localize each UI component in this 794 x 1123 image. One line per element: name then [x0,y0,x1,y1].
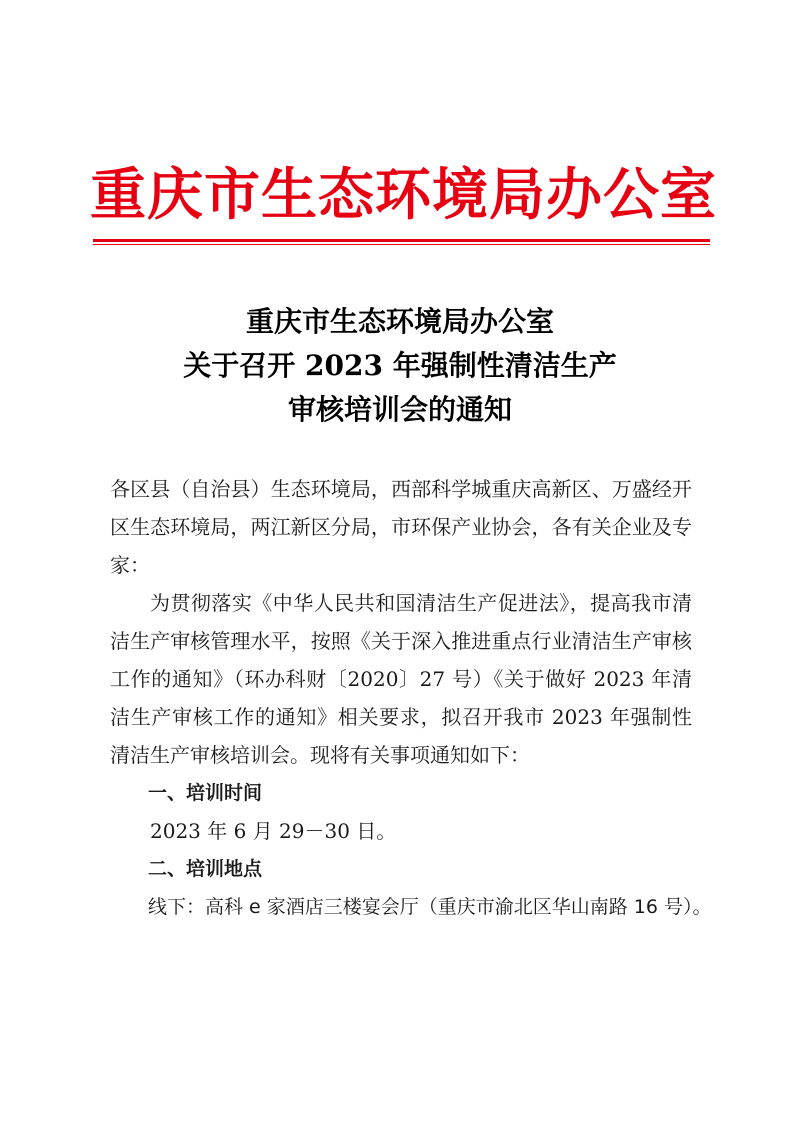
document-title-line-2: 关于召开 2023 年强制性清洁生产 [183,349,617,382]
intro-paragraph: 为贯彻落实《中华人民共和国清洁生产促进法》，提高我市清洁生产审核管理水平，按照《关于深入推进重点行业清洁生产审核工作的通知》（环办科财〔2020〕27 号）《关于做好 2023 年清洁生产审核工作的通知》相关要求，拟召开我市 2023 年强制性清洁生产审核培训会。现将有关事项通知如下： [110,591,692,767]
training-time-text: 2023 年 6 月 29－30 日。 [150,819,397,843]
addressees-paragraph: 各区县（自治县）生态环境局，西部科学城重庆高新区、万盛经开区生态环境局，两江新区分局，市环保产业协会，各有关企业及专家： [110,477,692,577]
training-location-text: 线下：高科 e 家酒店三楼宴会厅（重庆市渝北区华山南路 16 号）。 [148,896,712,918]
document-title-line-1: 重庆市生态环境局办公室 [245,305,554,338]
document-title-line-3: 审核培训会的通知 [287,393,512,426]
document-title [100,300,700,432]
document-body [110,470,712,926]
letterhead-red-rule-thin [93,244,710,245]
letterhead-red-rule-thick [93,239,710,242]
section-heading-training-time: 一、培训时间 [148,782,263,804]
letterhead-agency-name: 重庆市生态环境局办公室 [90,163,717,228]
section-heading-training-location: 二、培训地点 [148,858,263,880]
